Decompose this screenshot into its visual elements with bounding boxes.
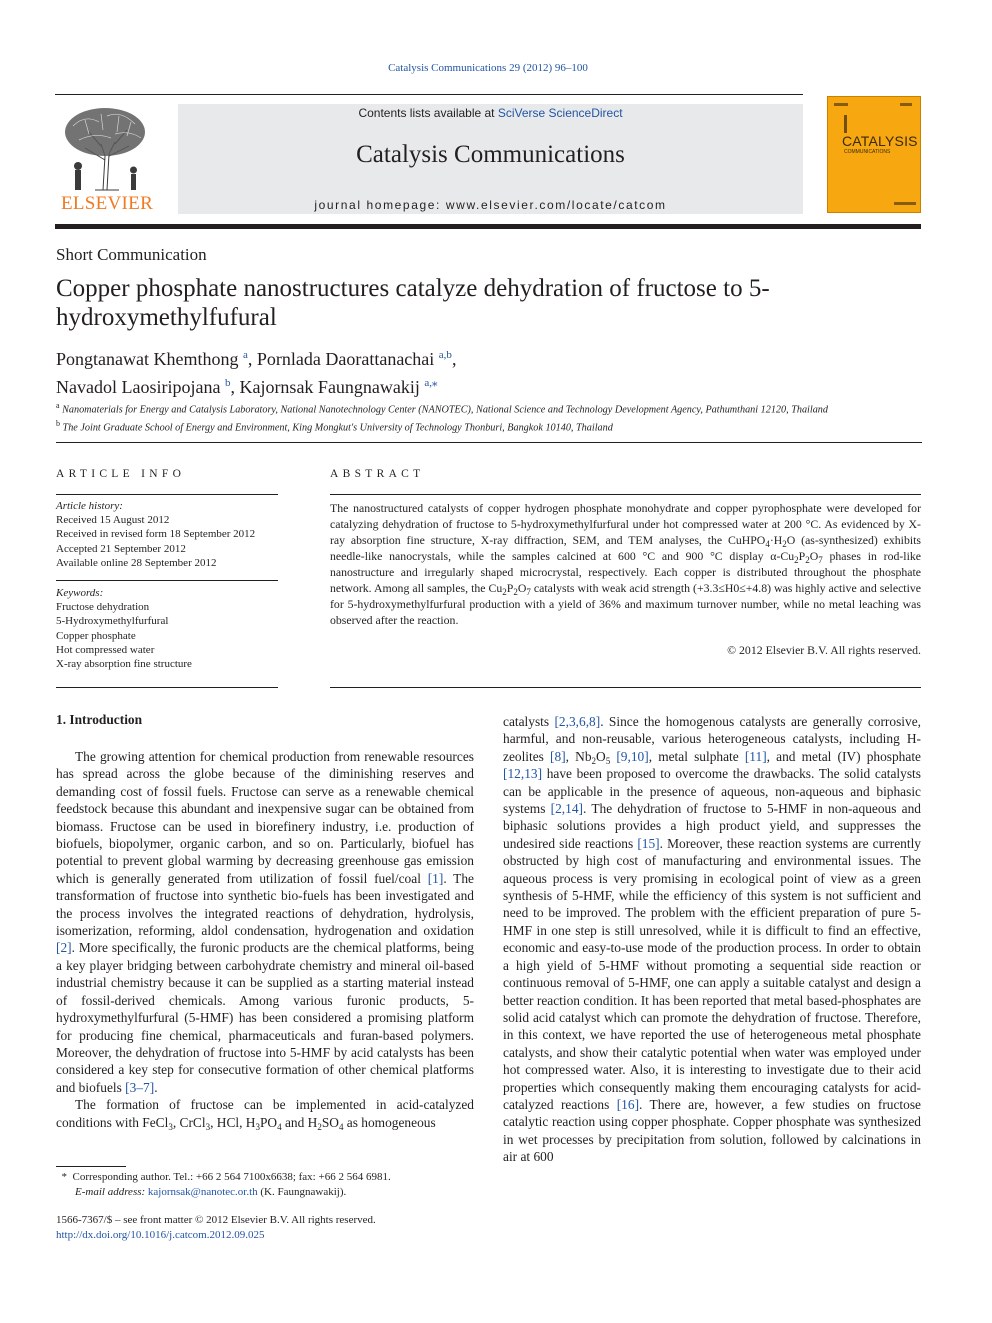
citation-link[interactable]: [2,3,6,8] (554, 714, 601, 729)
keywords (56, 586, 278, 671)
abstract-copyright: © 2012 Elsevier B.V. All rights reserved. (727, 643, 921, 657)
citation-link[interactable]: [2,14] (550, 801, 583, 817)
citation-link[interactable]: [8] (550, 748, 566, 764)
affiliation-text: Nanomaterials for Energy and Catalysis Laboratory, National Nanotechnology Center (NANOTEC), National Science and Technology Development Agency, Pathumthani 12120, Thailand (62, 404, 828, 416)
article-title: Copper phosphate nanostructures catalyze dehydration of fructose to 5-hydroxymethylfufural (56, 275, 770, 331)
issn-line: 1566-7367/$ – see front matter © 2012 Elsevier B.V. All rights reserved. (56, 1214, 376, 1226)
author-affil-link[interactable]: a (242, 349, 248, 361)
cover-title: CATALYSIS (842, 133, 918, 149)
author-affil-link[interactable]: a,b (438, 349, 452, 361)
email-suffix: (K. Faungnawakij). (257, 1186, 347, 1198)
contents-prefix: Contents lists available at (358, 106, 498, 120)
citation-link[interactable]: [12,13] (503, 766, 543, 782)
body-column-right (503, 713, 921, 1166)
header-thick-rule (55, 224, 921, 229)
history-item: Received in revised form 18 September 2012 (56, 528, 256, 541)
keyword-item: X-ray absorption fine structure (56, 658, 192, 671)
homepage-url[interactable]: www.elsevier.com/locate/catcom (445, 198, 667, 212)
homepage-prefix: journal homepage: (314, 198, 446, 212)
history-item: Accepted 21 September 2012 (56, 542, 186, 555)
citation-link[interactable]: [16] (616, 1096, 640, 1112)
abstract-rule (330, 687, 921, 688)
keyword-item: Fructose dehydration (56, 601, 150, 614)
body-paragraph: catalysts [2,3,6,8]. Since the homogenous catalysts are generally corrosive, harmful, and non-reusable, various heterogeneous catalysts, including H-zeolites [8], $Nb_2O_5$ [9,10], metal sulphate [11], and metal (IV) phosphate [12,13] have been proposed to overcome the drawbacks. The solid catalysts can be applicable in the presence of aqueous, non-aqueous and biphasic systems [2,14]. The dehydration of fructose to 5-HMF in non-aqueous and biphasic solutions provides a high product yield, and suppresses the undesired side reactions [15]. Moreover, these reaction systems are currently obstructed by high cost of manufacturing and environmental issues. The aqueous process is very promising in ecological point of view as a green synthesis of 5-HMF, while the efficiency of this system is not sufficient and need to be improved. The problem with the efficient preparation of pure 5-HMF in one step is still unresolved, while it is difficult to find an effective, economic and easy-to-use mode of the production process. In order to obtain a high yield of 5-HMF without promoting a sequential side reaction or continuous removal of 5-HMF, one can apply a suitable catalyst and design a better reaction condition. It has been reported that metal based-phosphates are solid acid catalyst which can promote the dehydration of fructose. Therefore, in this context, we have reported the use of heterogeneous metal phosphate catalysts, and show their catalytic potential when water was employed under hot compressed water. Also, it is interesting to investigate due to their acid properties which consequently making them encouraging catalysts for acid-catalyzed reactions [16]. There are, however, a few studies on fructose catalytic reaction using copper phosphate. Copper phosphate was synthesized in wet processes by precipitation from solution, followed by calcinations in air at 600 (503, 714, 922, 1165)
author-name: Pongtanawat Khemthong (56, 349, 239, 369)
sciencedirect-link[interactable]: SciVerse ScienceDirect (497, 106, 623, 120)
doi-link[interactable]: http://dx.doi.org/10.1016/j.catcom.2012.09.025 (56, 1229, 265, 1241)
article-info-rule (56, 494, 278, 495)
cover-footer-icon (894, 201, 916, 207)
footnote-star-icon: * (61, 1171, 67, 1183)
history-label: Article history: (56, 500, 123, 512)
article-info-rule (56, 580, 278, 581)
author-separator: , (247, 349, 253, 369)
affiliation-mark: a (56, 401, 60, 410)
email-link[interactable]: kajornsak@nanotec.or.th (147, 1186, 258, 1198)
author-affil-link[interactable]: b (224, 377, 231, 389)
affiliation-item (56, 399, 922, 417)
affiliation-mark: b (56, 419, 60, 429)
footnote-rule (56, 1166, 126, 1167)
citation-link[interactable]: [9,10] (616, 748, 649, 764)
keyword-item: Hot compressed water (56, 643, 155, 656)
author-name: Pornlada Daorattanachai (256, 349, 435, 369)
footnote-line (56, 1170, 486, 1185)
author-name: Navadol Laosiripojana (56, 377, 221, 397)
section-heading: 1. Introduction (56, 712, 143, 727)
keywords-label: Keywords: (56, 587, 104, 599)
history-item: Available online 28 September 2012 (56, 556, 217, 569)
citation-link[interactable]: [3–7] (125, 1079, 155, 1095)
citation-link[interactable]: [11] (744, 748, 767, 764)
author-affil-link[interactable]: a,⁎ (424, 377, 438, 389)
cover-subtitle: COMMUNICATIONS (844, 149, 891, 155)
author-separator: , (451, 349, 457, 369)
affiliation-rule (56, 442, 922, 443)
issn-block (56, 1213, 486, 1243)
elsevier-wordmark: ELSEVIER (60, 193, 154, 214)
header-top-rule (55, 94, 803, 95)
corresponding-author-footnote (56, 1170, 486, 1200)
body-paragraph: The growing attention for chemical production from renewable resources has spread across the globe because of the diminishing reserves and demanding cost of fossil fuels. Fructose can serve as a renewable chemical feedstock because this abundant and inexpensive sugar can be obtained from biomass. Fructose can be used in biorefinery industry, i.e. production of biofuels, biopolymer, organic carbon, and so on. Particularly, biofuel has potential to prevent global warming by decreasing greenhouse gas emission which is generally generated from utilization of fossil fuel/coal [1]. The transformation of fructose into synthetic bio-fuels has been investigated and the process involves the integrated reactions of dehydration, hydrolysis, isomerization, reforming, aldol condensation, hydrogenation and oxidation [2]. More specifically, the furonic products are the chemical platforms, being a key player bridging between carbohydrate chemistry and mineral oil-based industrial chemistry because it can be supplied as a starting material instead of fossil-derived chemicals. Among various furonic products, 5-hydroxymethylfurfural (5-HMF) has been considered a promising platform for producing fine chemical, pharmaceuticals and furan-based polymers. Moreover, the dehydration of fructose into 5-HMF by acid catalysts has been considered a key step for consecutive formation of other chemical platforms and biofuels [3–7]. (56, 749, 474, 1095)
body-paragraph: The formation of fructose can be implemented in acid-catalyzed conditions with FeCl$_3$, CrCl$_3$, HCl, $H_3PO_4$ and $H_2SO_4$ as homogeneous (56, 1097, 474, 1132)
affiliation-item (56, 417, 922, 435)
article-history (56, 499, 278, 570)
citation-link[interactable]: [1] (427, 870, 444, 886)
journal-title: Catalysis Communications (356, 141, 625, 168)
author-list (56, 343, 756, 399)
journal-citation[interactable]: Catalysis Communications 29 (2012) 96–100 (388, 62, 588, 74)
footnote-corresponding: Corresponding author. Tel.: +66 2 564 7100x6638; fax: +66 2 564 6981. (72, 1171, 391, 1183)
cover-decoration-icon (834, 103, 914, 133)
affiliation-text: The Joint Graduate School of Energy and Environment, King Mongkut's University of Technology Thonburi, Bangkok 10140, Thailand (62, 422, 613, 434)
keyword-item: 5-Hydroxymethylfurfural (56, 615, 169, 628)
author-separator: , (230, 377, 235, 397)
citation-link[interactable]: [2] (56, 940, 72, 956)
author-name: Kajornsak Faungnawakij (239, 377, 420, 397)
contents-available-line (178, 106, 803, 120)
body-column-left (56, 748, 474, 1131)
footnote-email-line (56, 1185, 486, 1200)
journal-cover-thumbnail (827, 96, 921, 213)
email-label: E-mail address: (75, 1186, 146, 1198)
history-item: Received 15 August 2012 (56, 514, 170, 527)
article-info-rule (56, 687, 278, 688)
abstract-heading: ABSTRACT (330, 468, 425, 480)
article-type: Short Communication (56, 245, 207, 264)
abstract-text: The nanostructured catalysts of copper hydrogen phosphate monohydrate and copper pyrophosphate were developed for catalyzing dehydration of fructose to 5-hydroxymethylfurfural under hot compressed water at 200 °C. As evidenced by X-ray absorption fine structure, X-ray diffraction, SEM, and TEM analyses, the $CuHPO_4\cdot H_2O$ (as-synthesized) exhibits needle-like nanocrystals, while the samples calcined at 600 °C and 900 °C display $\alpha-Cu_2P_2O_7$ phases in rod-like nanostructure and irregularly shaped microcrystal, respectively. Each copper is distributed throughout the phosphate network. Among all samples, the $Cu_2P_2O_7$ catalysts with weak acid strength (+3.3≤H0≤+4.8) was highly active and selective for 5-hydroxymethylfurfural production with a yield of 36% and maximum turnover number, while no metal leaching was observed after the reaction. (330, 501, 921, 627)
citation-link[interactable]: [15] (637, 835, 660, 851)
journal-homepage-line (178, 198, 803, 212)
keyword-item: Copper phosphate (56, 629, 136, 642)
article-info-heading: ARTICLE INFO (56, 468, 186, 480)
affiliations (56, 399, 922, 436)
abstract-rule (330, 494, 921, 495)
